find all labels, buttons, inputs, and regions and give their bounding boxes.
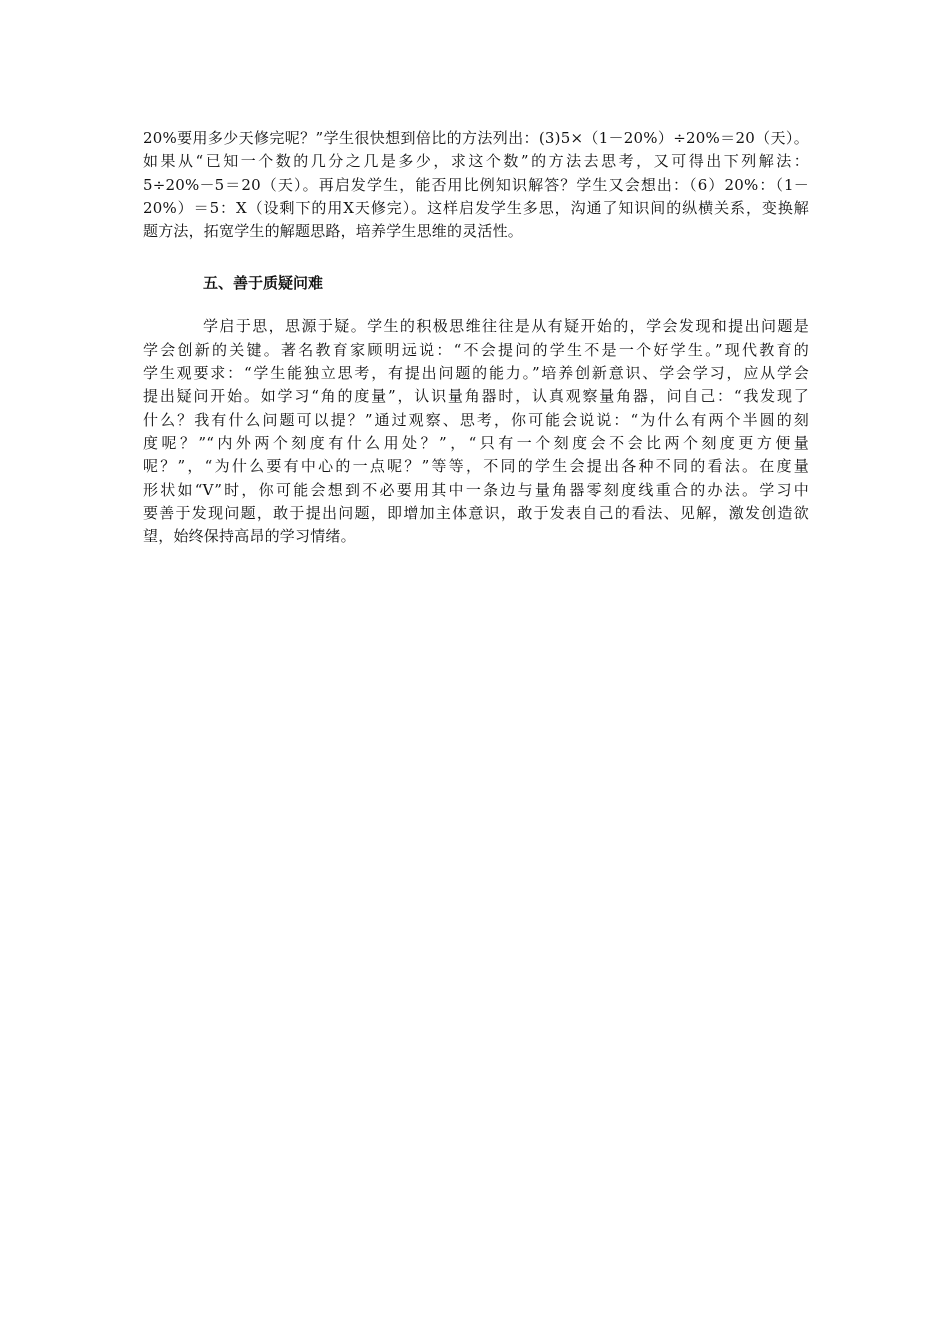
paragraph-line: 学生观要求：“学生能独立思考，有提出问题的能力。”培养创新意识、学会学习，应从学会 <box>143 364 809 383</box>
paragraph-line: 要善于发现问题，敢于提出问题，即增加主体意识，敢于发表自己的看法、见解，激发创造欲 <box>143 503 809 522</box>
paragraph-line: 望，始终保持高昂的学习情绪。 <box>143 527 356 546</box>
paragraph-line: 形状如“V”时，你可能会想到不必要用其中一条边与量角器零刻度线重合的办法。学习中 <box>143 480 809 499</box>
paragraph-line: 学启于思，思源于疑。学生的积极思维往往是从有疑开始的，学会发现和提出问题是 <box>203 317 809 336</box>
paragraph-line: 呢？”，“为什么要有中心的一点呢？”等等，不同的学生会提出各种不同的看法。在度量 <box>143 457 809 476</box>
paragraph-line: 20%）＝5：X（设剩下的用X天修完）。这样启发学生多思，沟通了知识间的纵横关系，变换解 <box>143 198 809 217</box>
paragraph-line: 5÷20%－5＝20（天）。再启发学生，能否用比例知识解答？学生又会想出：（6）20%：（1－ <box>143 175 809 194</box>
section-heading: 五、善于质疑问难 <box>203 274 324 293</box>
paragraph-line: 20%要用多少天修完呢？”学生很快想到倍比的方法列出：(3)5×（1－20%）÷20%＝20（天）。 <box>143 129 809 147</box>
paragraph-2 <box>143 315 809 548</box>
paragraph-line: 什么？我有什么问题可以提？”通过观察、思考，你可能会说说：“为什么有两个半圆的刻 <box>143 410 809 429</box>
paragraph-line: 如果从“已知一个数的几分之几是多少，求这个数”的方法去思考，又可得出下列解法： <box>143 152 809 171</box>
paragraph-1 <box>143 127 809 243</box>
paragraph-line: 提出疑问开始。如学习“角的度量”，认识量角器时，认真观察量角器，问自己：“我发现了 <box>143 387 809 406</box>
paragraph-line: 学会创新的关键。著名教育家顾明远说：“不会提问的学生不是一个好学生。”现代教育的 <box>143 340 809 359</box>
document-page <box>143 127 809 548</box>
paragraph-line: 题方法，拓宽学生的解题思路，培养学生思维的灵活性。 <box>143 222 524 241</box>
paragraph-line: 度呢？”“内外两个刻度有什么用处？”，“只有一个刻度会不会比两个刻度更方便量 <box>143 433 809 452</box>
